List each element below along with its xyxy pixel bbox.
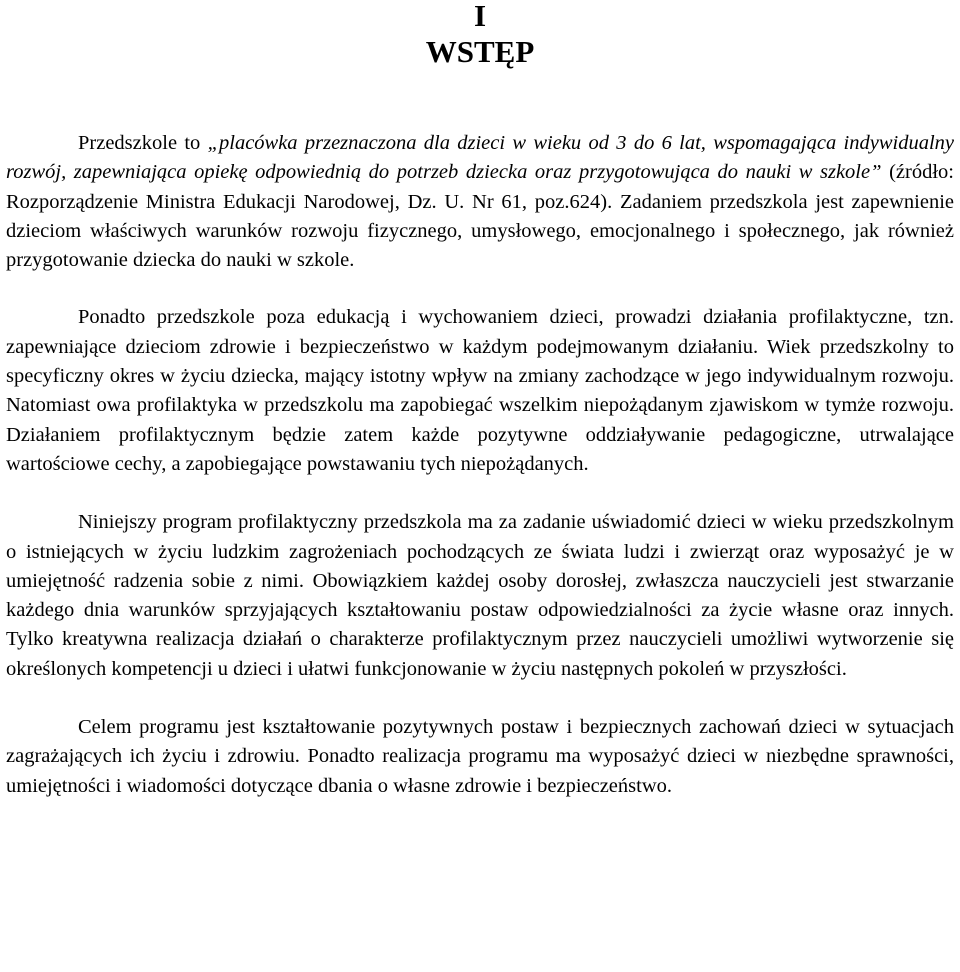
paragraph-program-goal: Celem programu jest kształtowanie pozytywnych postaw i bezpiecznych zachowań dzieci w sytuacjach zagrażających ich życiu i zdrowiu. Ponadto realizacja programu ma wyposażyć dzieci w niezbędne sprawności, umiejętności i wiadomości dotyczące dbania o własne zdrowie i bezpieczeństwo. (6, 716, 954, 797)
paragraph-program-purpose: Niniejszy program profilaktyczny przedszkola ma za zadanie uświadomić dzieci w wieku przedszkolnym o istniejących w życiu ludzkim zagrożeniach pochodzących ze świata ludzi i zwierząt oraz wyposażyć je w umiejętność radzenia sobie z nimi. Obowiązkiem każdej osoby dorosłej, zwłaszcza nauczycieli jest stwarzanie każdego dnia warunków sprzyjających kształtowaniu postaw odpowiedzialności za życie własne oraz innych. Tylko kreatywna realizacja działań o charakterze profilaktycznym przez nauczycieli umożliwi wytworzenie się określonych kompetencji u dzieci i ułatwi funkcjonowanie w życiu następnych pokoleń w przyszłości. (6, 511, 954, 680)
paragraph-intro (6, 129, 954, 275)
paragraph-intro-lead: Przedszkole to (78, 132, 208, 154)
definition-quote: „placówka przeznaczona dla dzieci w wieku od 3 do 6 lat, wspomagająca indywidualny rozwój, zapewniająca opiekę odpowiednią do potrzeb dziecka oraz przygotowująca do nauki w szkole” (6, 132, 954, 184)
paragraph-intro-rest: (źródło: Rozporządzenie Ministra Edukacji Narodowej, Dz. U. Nr 61, poz.624). Zadaniem przedszkola jest zapewnienie dzieciom właściwych warunków rozwoju fizycznego, umysłowego, emocjonalnego i społecznego, jak również przygotowanie dziecka do nauki w szkole. (6, 161, 954, 272)
document-page (6, 0, 954, 801)
paragraph-prevention: Ponadto przedszkole poza edukacją i wychowaniem dzieci, prowadzi działania profilaktyczne, tzn. zapewniające dzieciom zdrowie i bezpieczeństwo w każdym podejmowanym działaniu. Wiek przedszkolny to specyficzny okres w życiu dziecka, mający istotny wpływ na zmiany zachodzące w jego indywidualnym rozwoju. Natomiast owa profilaktyka w przedszkolu ma zapobiegać wszelkim niepożądanym zjawiskom w tymże rozwoju. Działaniem profilaktycznym będzie zatem każde pozytywne oddziaływanie pedagogiczne, utrwalające wartościowe cechy, a zapobiegające powstawaniu tych niepożądanych. (6, 306, 954, 475)
document-body (6, 129, 954, 801)
chapter-title: WSTĘP (425, 34, 535, 69)
chapter-number: I (473, 0, 487, 33)
